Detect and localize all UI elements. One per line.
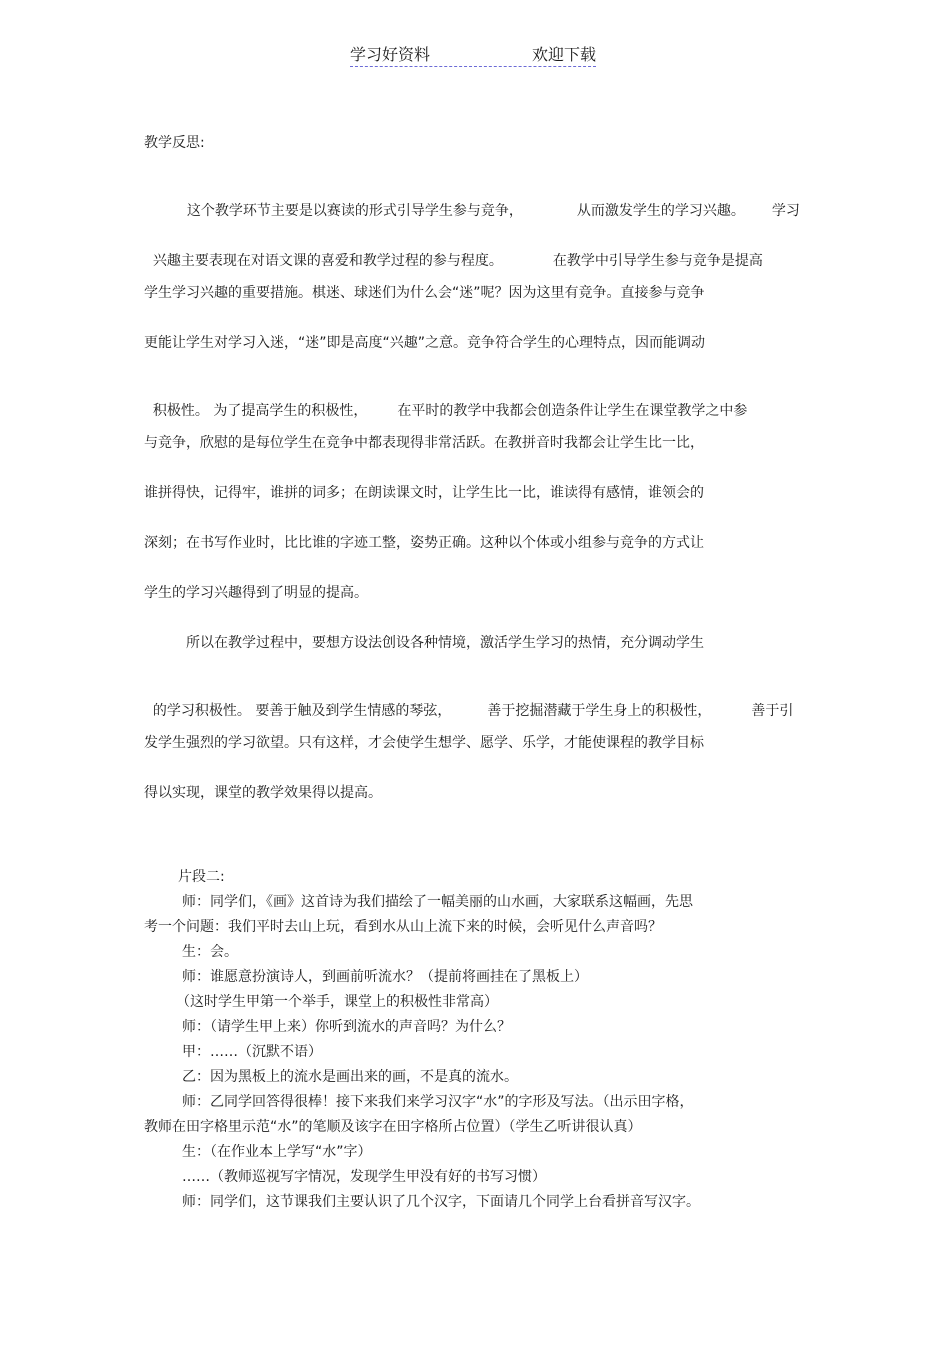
reflection-line [144, 384, 747, 420]
reflection-line: 更能让学生对学习入迷，“迷”即是高度“兴趣”之意。竞争符合学生的心理特点，因而能调动 [144, 335, 706, 351]
segment-line: 教师在田字格里示范“水”的笔顺及该字在田字格所占位置）（学生乙听讲很认真） [144, 1119, 642, 1135]
segment-line: 生：会。 [182, 944, 238, 960]
page-header [350, 42, 596, 67]
reflection-line: 与竞争，欣慰的是每位学生在竞争中都表现得非常活跃。在教拼音时我都会让学生比一比， [144, 435, 704, 451]
reflection-line: 发学生强烈的学习欲望。只有这样，才会使学生想学、愿学、乐学，才能使课程的教学目标 [144, 735, 704, 751]
reflection-text: 学习 [771, 203, 800, 219]
segment-line: （这时学生甲第一个举手，课堂上的积极性非常高） [176, 994, 498, 1010]
reflection-text: 从而激发学生的学习兴趣。 [576, 203, 745, 219]
segment-line: 生：（在作业本上学写“水”字） [182, 1144, 372, 1160]
reflection-line: 深刻；在书写作业时，比比谁的字迹工整，姿势正确。这种以个体或小组参与竞争的方式让 [144, 535, 704, 551]
segment-line: 甲：……（沉默不语） [182, 1044, 322, 1060]
reflection-line [178, 184, 800, 220]
reflection-text: 兴趣主要表现在对语文课的喜爱和教学过程的参与程度。 [152, 253, 503, 269]
segment-line: 师：（请学生甲上来）你听到流水的声音吗？为什么？ [182, 1019, 511, 1035]
reflection-text: 在教学中引导学生参与竞争是提高 [552, 253, 763, 269]
header-left-text: 学习好资料 [350, 45, 431, 64]
segment-line: 师：同学们，《画》这首诗为我们描绘了一幅美丽的山水画，大家联系这幅画，先思 [182, 894, 693, 910]
reflection-line [144, 234, 763, 270]
reflection-text: 的学习积极性。 要善于触及到学生情感的琴弦， [152, 703, 452, 719]
reflection-line: 学生学习兴趣的重要措施。棋迷、球迷们为什么会“迷”呢？因为这里有竞争。直接参与竞争 [144, 285, 705, 301]
segment-line: 师：乙同学回答得很棒！接下来我们来学习汉字“水”的字形及写法。（出示田字格， [182, 1094, 694, 1110]
segment-line: 师：谁愿意扮演诗人，到画前听流水？（提前将画挂在了黑板上） [182, 969, 588, 985]
segment-line: ……（教师巡视写字情况，发现学生甲没有好的书写习惯） [182, 1169, 546, 1185]
reflection-line: 得以实现，课堂的教学效果得以提高。 [144, 785, 382, 801]
reflection-text: 善于引 [751, 703, 794, 719]
reflection-text: 积极性。 为了提高学生的积极性， [152, 403, 368, 419]
reflection-text: 在平时的教学中我都会创造条件让学生在课堂教学之中参 [397, 403, 748, 419]
segment-line: 考一个问题：我们平时去山上玩，看到水从山上流下来的时候，会听见什么声音吗？ [144, 919, 662, 935]
reflection-line: 所以在教学过程中，要想方设法创设各种情境，激活学生学习的热情，充分调动学生 [186, 635, 704, 651]
reflection-text: 善于挖掘潜藏于学生身上的积极性， [487, 703, 712, 719]
reflection-line: 谁拼得快，记得牢，谁拼的词多；在朗读课文时，让学生比一比，谁读得有感情，谁领会的 [144, 485, 704, 501]
segment-line: 师：同学们，这节课我们主要认识了几个汉字，下面请几个同学上台看拼音写汉字。 [182, 1194, 700, 1210]
segment-line: 乙：因为黑板上的流水是画出来的画，不是真的流水。 [182, 1069, 518, 1085]
reflection-text: 这个教学环节主要是以赛读的形式引导学生参与竞争， [186, 203, 523, 219]
reflection-line: 学生的学习兴趣得到了明显的提高。 [144, 585, 368, 601]
reflection-line [144, 684, 793, 720]
reflection-title: 教学反思: [144, 135, 205, 151]
segment-title: 片段二: [178, 869, 225, 885]
header-right-text: 欢迎下载 [531, 45, 596, 64]
